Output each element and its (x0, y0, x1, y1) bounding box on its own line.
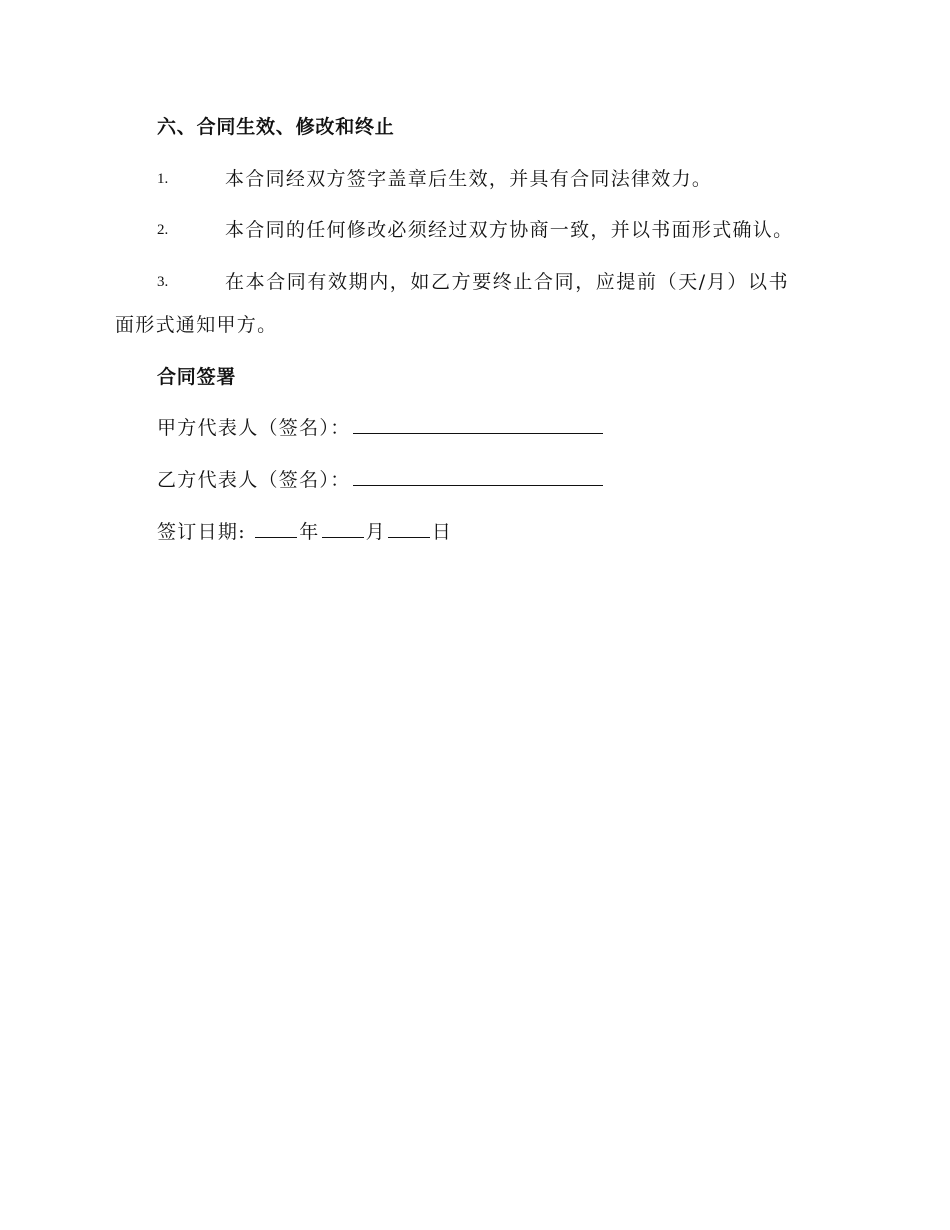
date-label: 签订日期: (157, 521, 246, 543)
signature-heading: 合同签署 (157, 366, 237, 388)
section-heading: 六、合同生效、修改和终止 (157, 116, 395, 138)
clause-3-number: 3. (157, 274, 169, 290)
party-b-signature-line[interactable] (353, 467, 603, 486)
party-a-signature-line[interactable] (353, 415, 603, 434)
day-label: 日 (431, 521, 453, 543)
party-b-label: 乙方代表人（签名）： (157, 469, 351, 491)
clause-3-text: 在本合同有效期内，如乙方要终止合同，应提前（天/月）以书 (225, 271, 790, 293)
year-blank[interactable] (255, 519, 297, 538)
year-label: 年 (299, 521, 320, 543)
clause-2-number: 2. (157, 222, 169, 238)
month-label: 月 (365, 521, 386, 543)
party-b-signature-row (157, 467, 605, 492)
party-a-label: 甲方代表人（签名）： (157, 417, 351, 439)
month-blank[interactable] (322, 519, 364, 538)
clause-3-continuation: 面形式通知甲方。 (115, 314, 278, 336)
day-blank[interactable] (388, 519, 430, 538)
clause-2-text: 本合同的任何修改必须经过双方协商一致，并以书面形式确认。 (225, 219, 794, 241)
clause-1-number: 1. (157, 171, 169, 187)
party-a-signature-row (157, 415, 605, 440)
signing-date-row (157, 519, 452, 544)
clause-1-text: 本合同经双方签字盖章后生效，并具有合同法律效力。 (225, 168, 713, 190)
